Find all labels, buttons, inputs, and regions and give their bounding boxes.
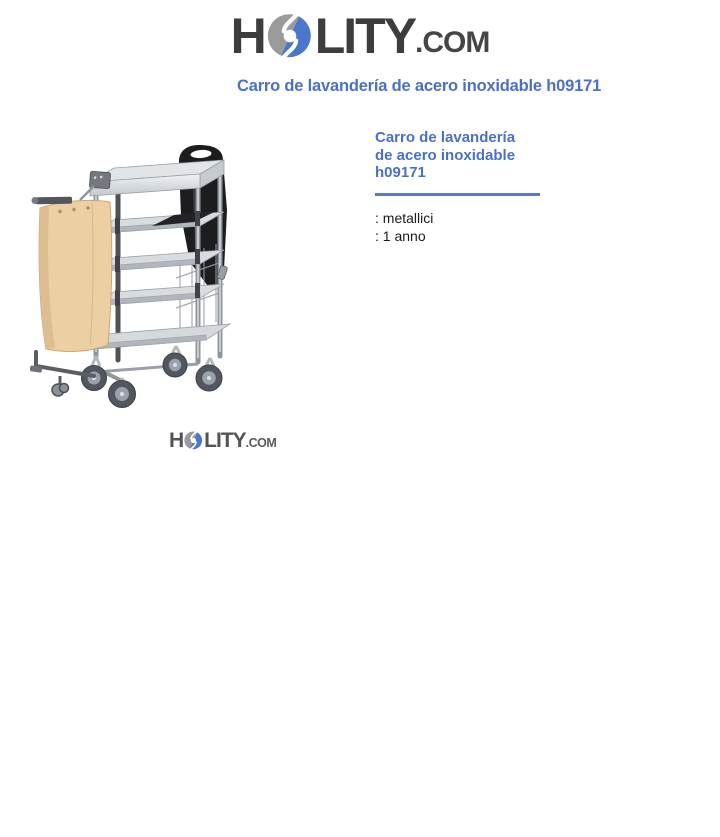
wheel	[163, 353, 187, 377]
logo-letter-h: H	[169, 429, 184, 452]
attribute-warranty: : 1 anno	[375, 228, 426, 244]
attribute-list	[375, 209, 541, 246]
wheel	[109, 381, 136, 408]
logo-letters-lity: LITY	[204, 429, 246, 452]
attribute-material: : metallici	[375, 209, 434, 226]
product-info	[375, 129, 541, 246]
heading-divider	[375, 193, 540, 196]
holity-swirl-o-icon	[267, 13, 313, 59]
product-heading: Carro de lavandería de acero inoxidable h09171	[375, 129, 516, 181]
holity-swirl-o-icon	[184, 431, 203, 450]
site-logo[interactable]	[230, 8, 490, 64]
product-image	[30, 138, 250, 418]
logo-letter-h: H	[230, 8, 265, 64]
footer-logo	[169, 430, 276, 451]
logo-tld: .COM	[415, 26, 490, 59]
wheel	[196, 365, 222, 391]
logo-tld: .COM	[245, 435, 277, 450]
casters	[82, 346, 223, 408]
header	[0, 8, 720, 64]
page-title: Carro de lavandería de acero inoxidable h09171	[237, 77, 602, 95]
laundry-cart-illustration	[30, 138, 250, 418]
logo-letters-lity: LITY	[314, 8, 416, 64]
